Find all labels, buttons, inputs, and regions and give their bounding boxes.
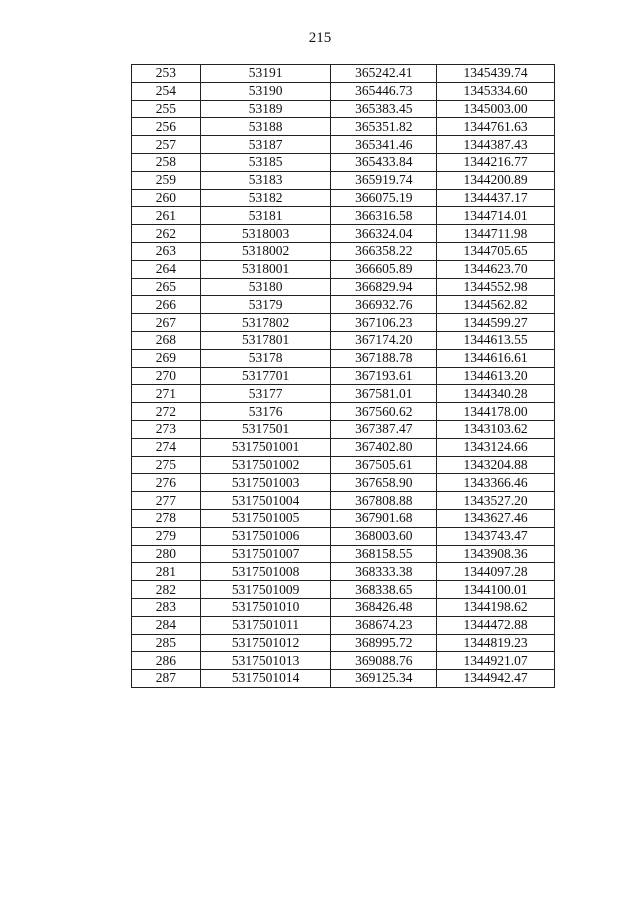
point-id-cell: 53178 [200,349,331,367]
table-row [132,438,555,456]
row-number-cell: 283 [132,598,201,616]
point-id-cell: 5317501012 [200,634,331,652]
x-coordinate-cell: 367658.90 [331,474,437,492]
table-row [132,492,555,510]
row-number-cell: 273 [132,420,201,438]
point-id-cell: 53180 [200,278,331,296]
row-number-cell: 253 [132,65,201,83]
x-coordinate-cell: 365433.84 [331,153,437,171]
table-row [132,296,555,314]
point-id-cell: 5317501004 [200,492,331,510]
row-number-cell: 257 [132,136,201,154]
y-coordinate-cell: 1344552.98 [437,278,555,296]
row-number-cell: 263 [132,242,201,260]
point-id-cell: 5317501014 [200,670,331,688]
point-id-cell: 5317501005 [200,509,331,527]
table-row [132,563,555,581]
y-coordinate-cell: 1345003.00 [437,100,555,118]
page-number: 215 [308,30,332,46]
x-coordinate-cell: 368333.38 [331,563,437,581]
table-row [132,545,555,563]
x-coordinate-cell: 367387.47 [331,420,437,438]
row-number-cell: 271 [132,385,201,403]
row-number-cell: 266 [132,296,201,314]
row-number-cell: 278 [132,509,201,527]
table-row [132,100,555,118]
x-coordinate-cell: 367505.61 [331,456,437,474]
y-coordinate-cell: 1344097.28 [437,563,555,581]
y-coordinate-cell: 1343743.47 [437,527,555,545]
point-id-cell: 5317501008 [200,563,331,581]
y-coordinate-cell: 1344613.20 [437,367,555,385]
table-row [132,598,555,616]
point-id-cell: 53181 [200,207,331,225]
x-coordinate-cell: 368426.48 [331,598,437,616]
table-row [132,136,555,154]
y-coordinate-cell: 1344100.01 [437,581,555,599]
row-number-cell: 264 [132,260,201,278]
y-coordinate-cell: 1344613.55 [437,331,555,349]
x-coordinate-cell: 365383.45 [331,100,437,118]
point-id-cell: 5317501010 [200,598,331,616]
table-row [132,527,555,545]
point-id-cell: 5317802 [200,314,331,332]
x-coordinate-cell: 367560.62 [331,403,437,421]
x-coordinate-cell: 367402.80 [331,438,437,456]
point-id-cell: 5318001 [200,260,331,278]
row-number-cell: 274 [132,438,201,456]
x-coordinate-cell: 365351.82 [331,118,437,136]
point-id-cell: 5317501002 [200,456,331,474]
y-coordinate-cell: 1345439.74 [437,65,555,83]
point-id-cell: 53191 [200,65,331,83]
y-coordinate-cell: 1344623.70 [437,260,555,278]
x-coordinate-cell: 366605.89 [331,260,437,278]
x-coordinate-cell: 365242.41 [331,65,437,83]
y-coordinate-cell: 1344198.62 [437,598,555,616]
y-coordinate-cell: 1344819.23 [437,634,555,652]
y-coordinate-cell: 1344942.47 [437,670,555,688]
y-coordinate-cell: 1344472.88 [437,616,555,634]
table-row [132,225,555,243]
table-row [132,278,555,296]
table-row [132,403,555,421]
table-row [132,670,555,688]
y-coordinate-cell: 1343527.20 [437,492,555,510]
x-coordinate-cell: 368338.65 [331,581,437,599]
row-number-cell: 286 [132,652,201,670]
y-coordinate-cell: 1344599.27 [437,314,555,332]
table-row [132,189,555,207]
table-row [132,581,555,599]
x-coordinate-cell: 368995.72 [331,634,437,652]
y-coordinate-cell: 1344921.07 [437,652,555,670]
y-coordinate-cell: 1344714.01 [437,207,555,225]
y-coordinate-cell: 1344437.17 [437,189,555,207]
point-id-cell: 5317801 [200,331,331,349]
row-number-cell: 284 [132,616,201,634]
row-number-cell: 272 [132,403,201,421]
x-coordinate-cell: 367901.68 [331,509,437,527]
table-row [132,367,555,385]
table-row [132,118,555,136]
point-id-cell: 5317501011 [200,616,331,634]
row-number-cell: 260 [132,189,201,207]
point-id-cell: 5317501009 [200,581,331,599]
x-coordinate-cell: 367174.20 [331,331,437,349]
x-coordinate-cell: 365341.46 [331,136,437,154]
row-number-cell: 261 [132,207,201,225]
point-id-cell: 53185 [200,153,331,171]
table-row [132,153,555,171]
y-coordinate-cell: 1344178.00 [437,403,555,421]
y-coordinate-cell: 1343124.66 [437,438,555,456]
x-coordinate-cell: 367106.23 [331,314,437,332]
point-id-cell: 5317501 [200,420,331,438]
x-coordinate-cell: 365446.73 [331,82,437,100]
row-number-cell: 285 [132,634,201,652]
point-id-cell: 53188 [200,118,331,136]
x-coordinate-cell: 369125.34 [331,670,437,688]
row-number-cell: 287 [132,670,201,688]
table-row [132,385,555,403]
table-row [132,634,555,652]
y-coordinate-cell: 1344200.89 [437,171,555,189]
x-coordinate-cell: 366932.76 [331,296,437,314]
point-id-cell: 5317701 [200,367,331,385]
y-coordinate-cell: 1344340.28 [437,385,555,403]
y-coordinate-cell: 1344711.98 [437,225,555,243]
point-id-cell: 53179 [200,296,331,314]
point-id-cell: 5317501003 [200,474,331,492]
table-row [132,82,555,100]
y-coordinate-cell: 1345334.60 [437,82,555,100]
x-coordinate-cell: 369088.76 [331,652,437,670]
x-coordinate-cell: 367581.01 [331,385,437,403]
y-coordinate-cell: 1344562.82 [437,296,555,314]
table-row [132,420,555,438]
row-number-cell: 262 [132,225,201,243]
point-id-cell: 53182 [200,189,331,207]
table-row [132,456,555,474]
x-coordinate-cell: 367193.61 [331,367,437,385]
x-coordinate-cell: 366075.19 [331,189,437,207]
x-coordinate-cell: 365919.74 [331,171,437,189]
point-id-cell: 5317501001 [200,438,331,456]
point-id-cell: 5318003 [200,225,331,243]
x-coordinate-cell: 366358.22 [331,242,437,260]
row-number-cell: 258 [132,153,201,171]
x-coordinate-cell: 366829.94 [331,278,437,296]
row-number-cell: 277 [132,492,201,510]
x-coordinate-cell: 368003.60 [331,527,437,545]
y-coordinate-cell: 1343204.88 [437,456,555,474]
point-id-cell: 53176 [200,403,331,421]
row-number-cell: 282 [132,581,201,599]
x-coordinate-cell: 366316.58 [331,207,437,225]
table-row [132,171,555,189]
coordinates-table [131,64,555,688]
x-coordinate-cell: 367808.88 [331,492,437,510]
y-coordinate-cell: 1344216.77 [437,153,555,171]
row-number-cell: 280 [132,545,201,563]
row-number-cell: 254 [132,82,201,100]
y-coordinate-cell: 1343366.46 [437,474,555,492]
row-number-cell: 256 [132,118,201,136]
y-coordinate-cell: 1343103.62 [437,420,555,438]
row-number-cell: 259 [132,171,201,189]
table-row [132,314,555,332]
x-coordinate-cell: 367188.78 [331,349,437,367]
point-id-cell: 5317501007 [200,545,331,563]
table-row [132,349,555,367]
table-row [132,509,555,527]
y-coordinate-cell: 1344616.61 [437,349,555,367]
point-id-cell: 53177 [200,385,331,403]
table-row [132,331,555,349]
coordinates-table-body [132,65,555,688]
y-coordinate-cell: 1344387.43 [437,136,555,154]
table-row [132,242,555,260]
y-coordinate-cell: 1343627.46 [437,509,555,527]
row-number-cell: 276 [132,474,201,492]
point-id-cell: 53187 [200,136,331,154]
point-id-cell: 5317501006 [200,527,331,545]
table-row [132,652,555,670]
row-number-cell: 267 [132,314,201,332]
y-coordinate-cell: 1344761.63 [437,118,555,136]
point-id-cell: 5318002 [200,242,331,260]
x-coordinate-cell: 366324.04 [331,225,437,243]
row-number-cell: 275 [132,456,201,474]
row-number-cell: 281 [132,563,201,581]
table-row [132,260,555,278]
table-row [132,616,555,634]
x-coordinate-cell: 368674.23 [331,616,437,634]
row-number-cell: 268 [132,331,201,349]
row-number-cell: 255 [132,100,201,118]
row-number-cell: 279 [132,527,201,545]
table-row [132,474,555,492]
point-id-cell: 53190 [200,82,331,100]
point-id-cell: 53183 [200,171,331,189]
row-number-cell: 269 [132,349,201,367]
y-coordinate-cell: 1344705.65 [437,242,555,260]
table-row [132,207,555,225]
row-number-cell: 270 [132,367,201,385]
table-row [132,65,555,83]
row-number-cell: 265 [132,278,201,296]
y-coordinate-cell: 1343908.36 [437,545,555,563]
x-coordinate-cell: 368158.55 [331,545,437,563]
point-id-cell: 53189 [200,100,331,118]
point-id-cell: 5317501013 [200,652,331,670]
